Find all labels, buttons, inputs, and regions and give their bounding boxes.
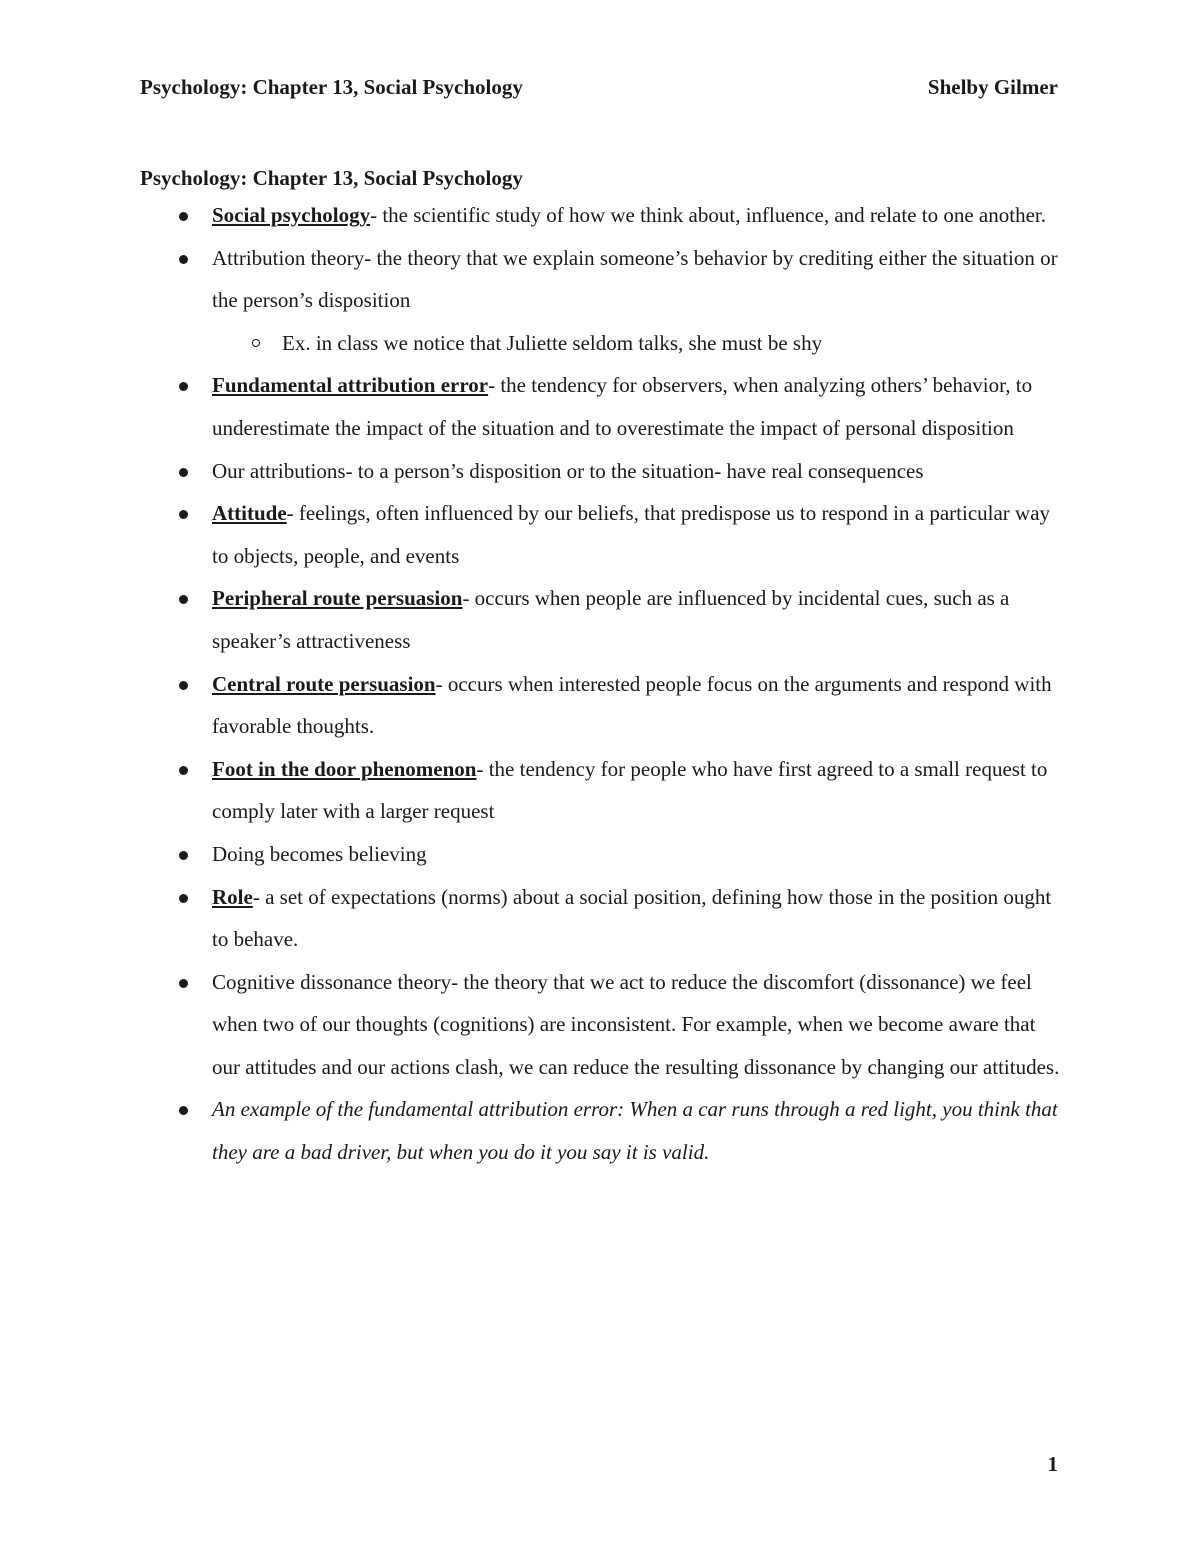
page-number: 1 xyxy=(1047,1452,1058,1476)
term-label: Social psychology xyxy=(212,203,371,227)
definition-text: - the tendency for people who have first agreed to a small request to comply later with a larger request xyxy=(212,756,1048,824)
bullet-icon xyxy=(179,382,188,391)
sub-item-text: Ex. in class we notice that Juliette seldom talks, she must be shy xyxy=(282,330,823,355)
bullet-icon xyxy=(179,851,188,860)
definition-text: - the scientific study of how we think about, influence, and relate to one another. xyxy=(370,203,1046,227)
definition-text: - occurs when people are influenced by incidental cues, such as a speaker’s attractiveness xyxy=(212,586,1010,653)
bullet-icon xyxy=(179,681,188,690)
definition-text: - feelings, often influenced by our beliefs, that predispose us to respond in a particular way to objects, people, and events xyxy=(212,501,1051,568)
circle-bullet-icon xyxy=(252,339,260,347)
document-body xyxy=(140,162,1070,1174)
list-item xyxy=(140,577,1062,662)
bullet-icon xyxy=(179,894,188,903)
term-label: Fundamental attribution error xyxy=(212,373,489,398)
definition-text: - the tendency for observers, when analyzing others’ behavior, to underestimate the impact of the situation and to overestimate the impact of personal disposition xyxy=(212,373,1033,440)
definition-text: Attribution theory- the theory that we explain someone’s behavior by crediting either the situation or the person’s disposition xyxy=(212,245,1058,313)
definition-text: Cognitive dissonance theory- the theory that we act to reduce the discomfort (dissonance) we feel when two of our thoughts (cognitions) are inconsistent. For example, when we become aware that our attitudes and our actions clash, we can reduce the resulting dissonance by changing our attitudes. xyxy=(212,969,1060,1079)
bullet-icon xyxy=(179,979,188,988)
bullet-icon xyxy=(179,1106,188,1115)
list-item xyxy=(140,1088,1062,1173)
list-item xyxy=(140,663,1062,748)
sub-list xyxy=(212,322,1062,365)
term-label: Peripheral route persuasion xyxy=(212,586,463,611)
page-header xyxy=(140,72,1058,102)
bullet-icon xyxy=(179,766,188,775)
definition-text: Doing becomes believing xyxy=(212,841,427,866)
bullet-icon xyxy=(179,595,188,604)
list-item xyxy=(140,450,1062,493)
definition-text: - a set of expectations (norms) about a social position, defining how those in the position ought to behave. xyxy=(212,884,1052,952)
term-label: Role xyxy=(212,884,253,909)
header-title: Psychology: Chapter 13, Social Psychology xyxy=(140,75,523,99)
definition-text: - occurs when interested people focus on the arguments and respond with favorable thoughts. xyxy=(212,671,1052,739)
bullet-icon xyxy=(179,468,188,477)
list-item xyxy=(140,194,1062,237)
list-item xyxy=(140,237,1062,365)
list-item xyxy=(140,492,1062,577)
bullet-icon xyxy=(179,212,188,221)
term-label: Attitude xyxy=(212,501,287,526)
definition-text: Our attributions- to a person’s disposition or to the situation- have real consequences xyxy=(212,458,924,483)
term-label: Foot in the door phenomenon xyxy=(212,756,477,781)
definition-text: An example of the fundamental attribution error: When a car runs through a red light, you think that they are a bad driver, but when you do it you say it is valid. xyxy=(212,1097,1058,1165)
list-item xyxy=(140,833,1062,876)
list-item xyxy=(140,876,1062,961)
notes-list xyxy=(140,194,1070,1174)
bullet-icon xyxy=(179,255,188,264)
document-title: Psychology: Chapter 13, Social Psychology xyxy=(140,166,523,190)
header-author: Shelby Gilmer xyxy=(927,75,1058,99)
list-item xyxy=(140,961,1062,1089)
bullet-icon xyxy=(179,510,188,519)
sub-list-item xyxy=(212,322,1062,365)
list-item xyxy=(140,364,1062,449)
term-label: Central route persuasion xyxy=(212,671,436,696)
list-item xyxy=(140,748,1062,833)
